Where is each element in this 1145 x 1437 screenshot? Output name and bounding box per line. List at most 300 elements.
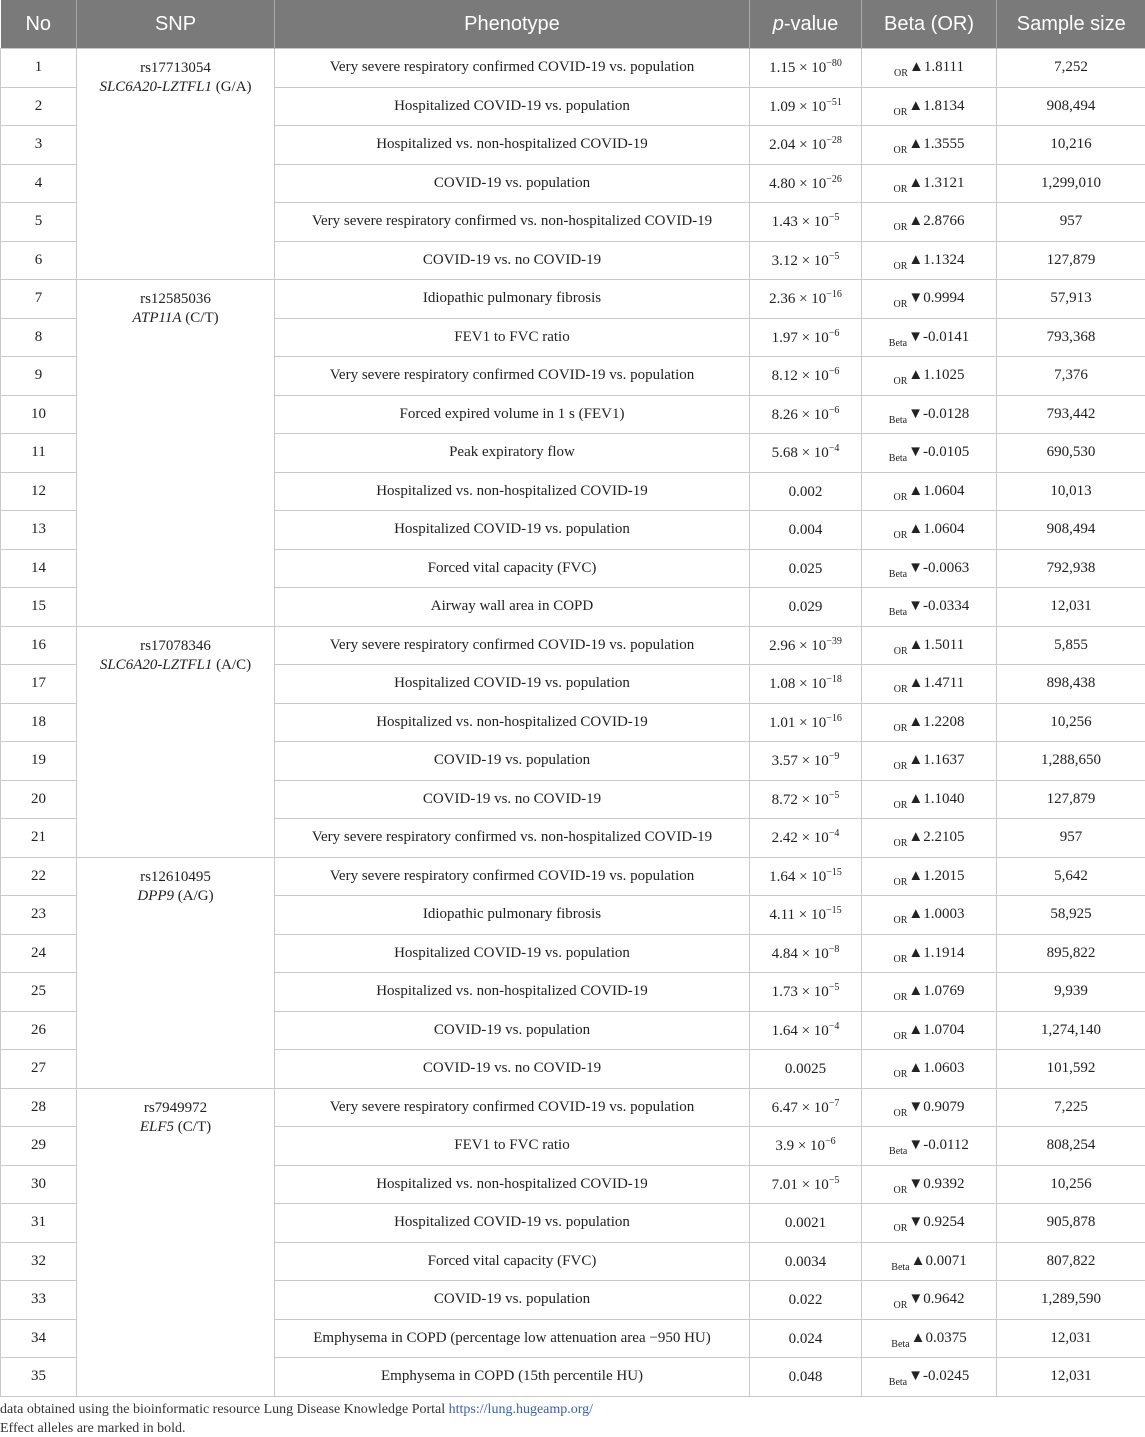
- sample-size-cell: 57,913: [997, 280, 1145, 319]
- direction-arrow-icon: ▼: [908, 559, 923, 576]
- table-header-row: [1, 0, 1145, 49]
- beta-value: 0.9254: [923, 1214, 965, 1231]
- sample-size-cell: 58,925: [997, 896, 1145, 935]
- phenotype-cell: Idiopathic pulmonary fibrosis: [275, 896, 750, 935]
- beta-value: -0.0105: [922, 444, 970, 461]
- phenotype-cell: Hospitalized vs. non-hospitalized COVID-19: [275, 973, 750, 1012]
- row-number: 25: [1, 973, 77, 1012]
- sample-size-cell: 101,592: [997, 1050, 1145, 1089]
- pvalue-base: 1.01 × 10: [769, 714, 827, 731]
- sample-size-cell: 12,031: [997, 1358, 1145, 1397]
- pvalue-cell: [750, 357, 862, 396]
- beta-type: Beta: [888, 453, 908, 465]
- sample-size-cell: 690,530: [997, 434, 1145, 473]
- pvalue-base: 0.0025: [784, 1061, 827, 1078]
- phenotype-cell: COVID-19 vs. population: [275, 1011, 750, 1050]
- sample-size-cell: 5,855: [997, 626, 1145, 665]
- phenotype-cell: Emphysema in COPD (percentage low attenuation area −950 HU): [275, 1319, 750, 1358]
- pvalue-exponent: −80: [826, 58, 842, 70]
- beta-cell: [862, 126, 997, 165]
- direction-arrow-icon: ▲: [908, 675, 924, 692]
- footnote-source-text: data obtained using the bioinformatic resource Lung Disease Knowledge Portal: [0, 1402, 449, 1417]
- direction-arrow-icon: ▲: [908, 136, 924, 153]
- row-number: 8: [1, 318, 77, 357]
- pvalue-cell: [750, 472, 862, 511]
- snp-gene: SLC6A20-LZTFL1: [99, 656, 213, 673]
- pvalue-base: 0.002: [788, 483, 823, 500]
- pvalue-base: 0.025: [788, 560, 823, 577]
- header-pvalue: [750, 0, 862, 49]
- table-row: [1, 857, 1145, 896]
- phenotype-cell: COVID-19 vs. population: [275, 742, 750, 781]
- direction-arrow-icon: ▼: [908, 328, 923, 345]
- beta-type: OR: [893, 1069, 908, 1081]
- pvalue-base: 1.09 × 10: [769, 98, 827, 115]
- pvalue-exponent: −39: [826, 635, 842, 647]
- pvalue-base: 2.42 × 10: [771, 830, 829, 847]
- beta-cell: [862, 665, 997, 704]
- pvalue-base: 3.9 × 10: [775, 1138, 826, 1155]
- row-number: 12: [1, 472, 77, 511]
- pvalue-base: 2.96 × 10: [769, 637, 827, 654]
- sample-size-cell: 895,822: [997, 934, 1145, 973]
- pvalue-cell: [750, 87, 862, 126]
- phenotype-cell: Peak expiratory flow: [275, 434, 750, 473]
- beta-cell: [862, 357, 997, 396]
- phenotype-cell: Hospitalized vs. non-hospitalized COVID-19: [275, 126, 750, 165]
- beta-value: 1.0704: [923, 1021, 965, 1038]
- pvalue-base: 1.15 × 10: [769, 60, 827, 77]
- beta-cell: [862, 434, 997, 473]
- phenotype-cell: Forced vital capacity (FVC): [275, 549, 750, 588]
- beta-type: OR: [893, 145, 908, 157]
- beta-value: 1.5011: [923, 636, 965, 653]
- row-number: 35: [1, 1358, 77, 1397]
- snp-alleles: (C/T): [174, 1118, 212, 1135]
- sample-size-cell: 7,225: [997, 1088, 1145, 1127]
- beta-type: OR: [893, 876, 908, 888]
- snp-id: rs17078346: [140, 637, 211, 654]
- direction-arrow-icon: ▲: [908, 1021, 924, 1038]
- row-number: 30: [1, 1165, 77, 1204]
- beta-type: OR: [893, 1030, 908, 1042]
- beta-cell: [862, 896, 997, 935]
- beta-type: OR: [893, 1223, 908, 1235]
- phenotype-cell: Very severe respiratory confirmed COVID-19 vs. population: [275, 49, 750, 88]
- footnote-source: [0, 1402, 593, 1418]
- beta-value: 1.3121: [923, 174, 965, 191]
- beta-value: 1.2208: [923, 713, 965, 730]
- pvalue-base: 8.12 × 10: [771, 368, 829, 385]
- beta-cell: [862, 1165, 997, 1204]
- row-number: 14: [1, 549, 77, 588]
- row-number: 34: [1, 1319, 77, 1358]
- phenotype-cell: Hospitalized COVID-19 vs. population: [275, 511, 750, 550]
- phenotype-cell: FEV1 to FVC ratio: [275, 318, 750, 357]
- pvalue-cell: [750, 1319, 862, 1358]
- beta-type: Beta: [889, 1146, 908, 1158]
- row-number: 2: [1, 87, 77, 126]
- row-number: 24: [1, 934, 77, 973]
- direction-arrow-icon: ▲: [910, 1252, 926, 1269]
- beta-value: 1.1040: [923, 790, 965, 807]
- sample-size-cell: 793,442: [997, 395, 1145, 434]
- beta-type: OR: [893, 992, 908, 1004]
- snp-alleles: (A/C): [212, 656, 252, 673]
- snp-alleles: (C/T): [181, 310, 219, 326]
- pvalue-cell: [750, 588, 862, 627]
- pvalue-cell: [750, 511, 862, 550]
- pvalue-base: 1.43 × 10: [771, 214, 829, 231]
- beta-type: OR: [893, 299, 908, 311]
- sample-size-cell: 808,254: [997, 1127, 1145, 1166]
- beta-type: OR: [893, 260, 908, 272]
- beta-value: -0.0245: [922, 1368, 970, 1385]
- phenotype-cell: Emphysema in COPD (15th percentile HU): [275, 1358, 750, 1397]
- direction-arrow-icon: ▲: [908, 174, 924, 191]
- phenotype-cell: Hospitalized COVID-19 vs. population: [275, 87, 750, 126]
- snp-alleles: (G/A): [211, 79, 252, 95]
- header-snp: SNP: [77, 0, 275, 49]
- sample-size-cell: 792,938: [997, 549, 1145, 588]
- beta-type: OR: [893, 722, 908, 734]
- row-number: 15: [1, 588, 77, 627]
- snp-gene-line: [77, 78, 274, 97]
- beta-value: 1.1324: [923, 251, 965, 268]
- sample-size-cell: 5,642: [997, 857, 1145, 896]
- pvalue-cell: [750, 1127, 862, 1166]
- phenotype-cell: Airway wall area in COPD: [275, 588, 750, 627]
- pvalue-exponent: −15: [826, 866, 842, 878]
- row-number: 1: [1, 49, 77, 88]
- beta-cell: [862, 549, 997, 588]
- snp-alleles: (A/G): [174, 887, 214, 904]
- sample-size-cell: 1,299,010: [997, 164, 1145, 203]
- beta-type: Beta: [888, 568, 908, 580]
- pvalue-base: 7.01 × 10: [771, 1176, 829, 1193]
- phenotype-cell: Very severe respiratory confirmed COVID-19 vs. population: [275, 626, 750, 665]
- direction-arrow-icon: ▲: [908, 367, 924, 384]
- direction-arrow-icon: ▲: [908, 251, 924, 268]
- beta-value: 0.9642: [923, 1291, 965, 1308]
- beta-value: -0.0112: [923, 1137, 969, 1154]
- direction-arrow-icon: ▼: [908, 290, 924, 307]
- direction-arrow-icon: ▲: [908, 482, 924, 499]
- direction-arrow-icon: ▲: [908, 97, 924, 114]
- pvalue-base: 3.57 × 10: [771, 753, 829, 770]
- beta-type: Beta: [888, 607, 908, 619]
- pvalue-cell: [750, 164, 862, 203]
- snp-gene: ELF5: [139, 1118, 175, 1135]
- beta-type: Beta: [888, 414, 908, 426]
- beta-type: OR: [893, 645, 908, 657]
- row-number: 23: [1, 896, 77, 935]
- row-number: 19: [1, 742, 77, 781]
- sample-size-cell: 793,368: [997, 318, 1145, 357]
- phenotype-cell: Hospitalized vs. non-hospitalized COVID-19: [275, 703, 750, 742]
- pvalue-base: 1.08 × 10: [769, 676, 827, 693]
- sample-size-cell: 908,494: [997, 511, 1145, 550]
- sample-size-cell: 10,216: [997, 126, 1145, 165]
- pvalue-cell: [750, 1242, 862, 1281]
- pvalue-cell: [750, 434, 862, 473]
- sample-size-cell: 10,013: [997, 472, 1145, 511]
- direction-arrow-icon: ▲: [908, 790, 924, 807]
- snp-gene: ATP11A: [132, 310, 182, 326]
- pvalue-exponent: −16: [826, 712, 842, 724]
- pvalue-base: 1.64 × 10: [771, 1022, 829, 1039]
- beta-type: OR: [893, 1300, 908, 1312]
- snp-gene: SLC6A20-LZTFL1: [99, 79, 212, 95]
- pvalue-cell: [750, 318, 862, 357]
- pvalue-cell: [750, 1011, 862, 1050]
- snp-id: rs12610495: [140, 868, 211, 885]
- beta-cell: [862, 780, 997, 819]
- pvalue-cell: [750, 626, 862, 665]
- beta-cell: [862, 588, 997, 627]
- beta-value: 1.1637: [923, 752, 965, 769]
- pvalue-cell: [750, 703, 862, 742]
- direction-arrow-icon: ▲: [910, 1329, 926, 1346]
- row-number: 31: [1, 1204, 77, 1243]
- beta-type: OR: [893, 684, 908, 696]
- row-number: 33: [1, 1281, 77, 1320]
- snp-cell: [77, 857, 275, 1088]
- pvalue-exponent: −26: [826, 173, 842, 185]
- beta-type: Beta: [888, 337, 908, 349]
- beta-value: 0.9392: [923, 1175, 965, 1192]
- row-number: 13: [1, 511, 77, 550]
- pvalue-cell: [750, 1358, 862, 1397]
- row-number: 16: [1, 626, 77, 665]
- pvalue-exponent: −7: [828, 1097, 840, 1109]
- pvalue-base: 1.64 × 10: [769, 868, 827, 885]
- beta-value: 1.0603: [923, 1060, 965, 1077]
- beta-type: OR: [893, 761, 908, 773]
- pvalue-cell: [750, 1050, 862, 1089]
- beta-cell: [862, 203, 997, 242]
- phenotype-cell: Very severe respiratory confirmed vs. non-hospitalized COVID-19: [275, 203, 750, 242]
- snp-gene-line: [77, 656, 274, 675]
- beta-cell: [862, 973, 997, 1012]
- header-pvalue-rest: -value: [783, 12, 839, 35]
- beta-type: OR: [893, 106, 908, 118]
- phenotype-cell: COVID-19 vs. no COVID-19: [275, 780, 750, 819]
- sample-size-cell: 1,274,140: [997, 1011, 1145, 1050]
- pvalue-exponent: −5: [828, 1174, 840, 1186]
- beta-type: OR: [893, 222, 908, 234]
- row-number: 9: [1, 357, 77, 396]
- table-row: [1, 1088, 1145, 1127]
- sample-size-cell: 957: [997, 203, 1145, 242]
- beta-value: 1.0003: [923, 906, 965, 923]
- beta-type: OR: [893, 838, 908, 850]
- row-number: 7: [1, 280, 77, 319]
- sample-size-cell: 10,256: [997, 1165, 1145, 1204]
- pvalue-exponent: −18: [826, 674, 842, 686]
- beta-cell: [862, 1127, 997, 1166]
- beta-value: 1.1025: [923, 367, 965, 384]
- beta-cell: [862, 703, 997, 742]
- snp-gene: DPP9: [137, 887, 175, 904]
- row-number: 22: [1, 857, 77, 896]
- sample-size-cell: 12,031: [997, 588, 1145, 627]
- beta-value: -0.0334: [922, 598, 970, 615]
- snp-id: rs17713054: [140, 60, 211, 76]
- table-body: [1, 49, 1145, 1397]
- beta-type: OR: [893, 530, 908, 542]
- beta-cell: [862, 395, 997, 434]
- beta-value: 1.8111: [923, 59, 964, 76]
- pvalue-exponent: −16: [826, 289, 842, 301]
- pvalue-base: 6.47 × 10: [771, 1099, 829, 1116]
- pvalue-base: 0.029: [788, 599, 823, 616]
- beta-type: Beta: [888, 1377, 908, 1389]
- pvalue-exponent: −51: [826, 96, 842, 108]
- beta-value: 0.9079: [923, 1098, 965, 1115]
- header-beta: Beta (OR): [862, 0, 997, 49]
- beta-cell: [862, 472, 997, 511]
- beta-value: 0.0375: [925, 1329, 967, 1346]
- beta-value: 1.4711: [923, 675, 965, 692]
- beta-cell: [862, 164, 997, 203]
- beta-cell: [862, 742, 997, 781]
- footnote-source-link[interactable]: https://lung.hugeamp.org/: [448, 1402, 594, 1417]
- row-number: 20: [1, 780, 77, 819]
- pvalue-base: 0.048: [788, 1369, 823, 1386]
- direction-arrow-icon: ▲: [908, 829, 924, 846]
- beta-cell: [862, 626, 997, 665]
- row-number: 5: [1, 203, 77, 242]
- beta-value: -0.0063: [922, 559, 970, 576]
- phenotype-cell: Very severe respiratory confirmed vs. non-hospitalized COVID-19: [275, 819, 750, 858]
- phenotype-cell: Very severe respiratory confirmed COVID-19 vs. population: [275, 1088, 750, 1127]
- direction-arrow-icon: ▲: [908, 983, 924, 1000]
- row-number: 3: [1, 126, 77, 165]
- snp-cell: [77, 626, 275, 857]
- sample-size-cell: 1,289,590: [997, 1281, 1145, 1320]
- row-number: 27: [1, 1050, 77, 1089]
- row-number: 10: [1, 395, 77, 434]
- beta-cell: [862, 1088, 997, 1127]
- beta-cell: [862, 241, 997, 280]
- pvalue-cell: [750, 665, 862, 704]
- pvalue-exponent: −4: [828, 828, 840, 840]
- table-row: [1, 626, 1145, 665]
- beta-cell: [862, 1204, 997, 1243]
- pvalue-cell: [750, 126, 862, 165]
- phenotype-cell: Forced vital capacity (FVC): [275, 1242, 750, 1281]
- pvalue-base: 2.36 × 10: [769, 291, 827, 308]
- beta-value: 1.3555: [923, 136, 965, 153]
- pvalue-base: 3.12 × 10: [771, 252, 829, 269]
- beta-value: -0.0141: [922, 328, 970, 345]
- phenotype-cell: COVID-19 vs. no COVID-19: [275, 241, 750, 280]
- phenotype-cell: Very severe respiratory confirmed COVID-19 vs. population: [275, 357, 750, 396]
- pvalue-base: 0.024: [788, 1330, 823, 1347]
- beta-value: 2.2105: [923, 829, 965, 846]
- pvalue-exponent: −28: [826, 135, 842, 147]
- pvalue-exponent: −6: [828, 404, 840, 416]
- direction-arrow-icon: ▼: [908, 1368, 923, 1385]
- pvalue-exponent: −6: [828, 366, 840, 378]
- pvalue-exponent: −5: [828, 789, 840, 801]
- row-number: 32: [1, 1242, 77, 1281]
- snp-id: rs12585036: [140, 291, 211, 307]
- beta-cell: [862, 819, 997, 858]
- direction-arrow-icon: ▼: [908, 1291, 924, 1308]
- phenotype-cell: COVID-19 vs. population: [275, 164, 750, 203]
- pvalue-base: 8.72 × 10: [771, 791, 829, 808]
- beta-value: 1.2015: [923, 867, 965, 884]
- snp-cell: [77, 1088, 275, 1396]
- direction-arrow-icon: ▲: [908, 752, 924, 769]
- row-number: 17: [1, 665, 77, 704]
- beta-cell: [862, 1011, 997, 1050]
- beta-cell: [862, 1050, 997, 1089]
- pvalue-exponent: −6: [828, 327, 840, 339]
- pvalue-cell: [750, 1281, 862, 1320]
- row-number: 4: [1, 164, 77, 203]
- pvalue-base: 0.004: [788, 522, 823, 539]
- phenotype-cell: COVID-19 vs. no COVID-19: [275, 1050, 750, 1089]
- snp-cell: [77, 49, 275, 280]
- pvalue-base: 2.04 × 10: [769, 137, 827, 154]
- pvalue-base: 1.73 × 10: [771, 984, 829, 1001]
- phenotype-cell: Hospitalized COVID-19 vs. population: [275, 934, 750, 973]
- direction-arrow-icon: ▲: [908, 636, 924, 653]
- pvalue-cell: [750, 241, 862, 280]
- beta-cell: [862, 857, 997, 896]
- beta-value: 1.0604: [923, 521, 965, 538]
- direction-arrow-icon: ▼: [908, 1175, 924, 1192]
- row-number: 29: [1, 1127, 77, 1166]
- beta-type: Beta: [891, 1338, 910, 1350]
- pvalue-exponent: −4: [828, 1020, 840, 1032]
- phenotype-cell: Hospitalized vs. non-hospitalized COVID-19: [275, 472, 750, 511]
- beta-type: OR: [893, 183, 908, 195]
- header-sample-size: Sample size: [997, 0, 1145, 49]
- direction-arrow-icon: ▼: [908, 598, 923, 615]
- pvalue-exponent: −9: [828, 751, 840, 763]
- beta-value: 1.8134: [923, 97, 965, 114]
- sample-size-cell: 7,376: [997, 357, 1145, 396]
- beta-value: 1.1914: [923, 944, 965, 961]
- pvalue-exponent: −5: [828, 250, 840, 262]
- beta-cell: [862, 280, 997, 319]
- pvalue-base: 4.84 × 10: [771, 945, 829, 962]
- pvalue-base: 1.97 × 10: [771, 329, 829, 346]
- beta-type: OR: [893, 953, 908, 965]
- phenotype-cell: Very severe respiratory confirmed COVID-19 vs. population: [275, 857, 750, 896]
- direction-arrow-icon: ▲: [908, 521, 924, 538]
- pvalue-exponent: −8: [828, 943, 840, 955]
- sample-size-cell: 898,438: [997, 665, 1145, 704]
- direction-arrow-icon: ▲: [908, 867, 924, 884]
- pvalue-base: 0.0021: [784, 1215, 827, 1232]
- beta-cell: [862, 511, 997, 550]
- pvalue-cell: [750, 819, 862, 858]
- phenotype-cell: Idiopathic pulmonary fibrosis: [275, 280, 750, 319]
- pvalue-exponent: −6: [825, 1136, 836, 1148]
- beta-type: OR: [893, 915, 908, 927]
- sample-size-cell: 905,878: [997, 1204, 1145, 1243]
- phenotype-cell: FEV1 to FVC ratio: [275, 1127, 750, 1166]
- direction-arrow-icon: ▲: [908, 713, 924, 730]
- beta-cell: [862, 934, 997, 973]
- phenotype-cell: Hospitalized COVID-19 vs. population: [275, 1204, 750, 1243]
- pvalue-cell: [750, 934, 862, 973]
